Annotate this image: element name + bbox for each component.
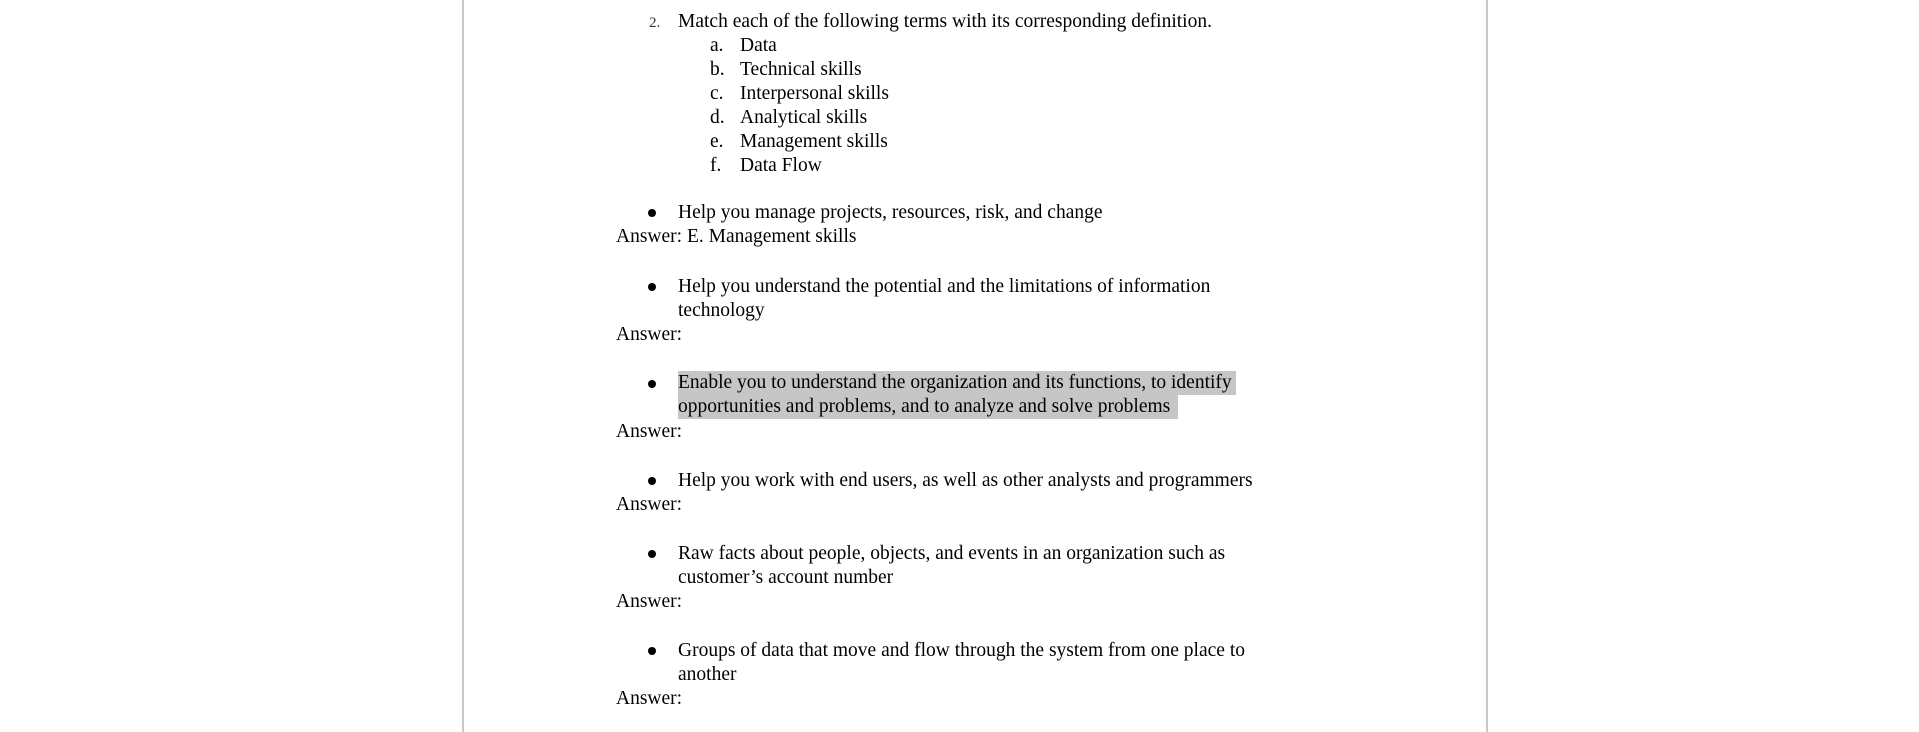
term-interpersonal-skills[interactable]: Interpersonal skills — [740, 83, 889, 104]
term-data-flow[interactable]: Data Flow — [740, 155, 822, 176]
definition-line[interactable]: Help you manage projects, resources, risk, and change — [678, 202, 1103, 223]
term-letter: e. — [710, 131, 724, 152]
bullet-icon — [648, 380, 656, 388]
definition-line[interactable]: Raw facts about people, objects, and events in an organization such as — [678, 543, 1226, 564]
answer-line[interactable]: Answer: — [616, 494, 683, 515]
answer-line[interactable]: Answer: — [616, 688, 683, 709]
definition-line[interactable]: technology — [678, 300, 765, 321]
definition-line-highlighted[interactable]: Enable you to understand the organization and its functions, to identify — [678, 371, 1236, 395]
bullet-icon — [648, 647, 656, 655]
term-letter: d. — [710, 107, 725, 128]
answer-line[interactable]: Answer: — [616, 591, 683, 612]
question-number: 2. — [649, 15, 661, 31]
definition-line[interactable]: another — [678, 664, 737, 685]
term-letter: b. — [710, 59, 725, 80]
bullet-icon — [648, 209, 656, 217]
bullet-icon — [648, 550, 656, 558]
definition-line[interactable]: Help you understand the potential and the limitations of information — [678, 276, 1211, 297]
definition-line[interactable]: Help you work with end users, as well as other analysts and programmers — [678, 470, 1253, 491]
definition-line-highlighted[interactable]: opportunities and problems, and to analyze and solve problems — [678, 395, 1178, 419]
term-letter: a. — [710, 35, 724, 56]
answer-line[interactable]: Answer: E. Management skills — [616, 226, 857, 247]
term-letter: c. — [710, 83, 724, 104]
definition-line[interactable]: customer’s account number — [678, 567, 894, 588]
bullet-icon — [648, 477, 656, 485]
document-page — [462, 0, 1488, 732]
answer-line[interactable]: Answer: — [616, 421, 683, 442]
term-data[interactable]: Data — [740, 35, 777, 56]
term-letter: f. — [710, 155, 722, 176]
answer-line[interactable]: Answer: — [616, 324, 683, 345]
bullet-icon — [648, 283, 656, 291]
question-prompt[interactable]: Match each of the following terms with its corresponding definition. — [678, 11, 1212, 32]
term-analytical-skills[interactable]: Analytical skills — [740, 107, 868, 128]
term-technical-skills[interactable]: Technical skills — [740, 59, 862, 80]
term-management-skills[interactable]: Management skills — [740, 131, 888, 152]
definition-line[interactable]: Groups of data that move and flow through the system from one place to — [678, 640, 1245, 661]
